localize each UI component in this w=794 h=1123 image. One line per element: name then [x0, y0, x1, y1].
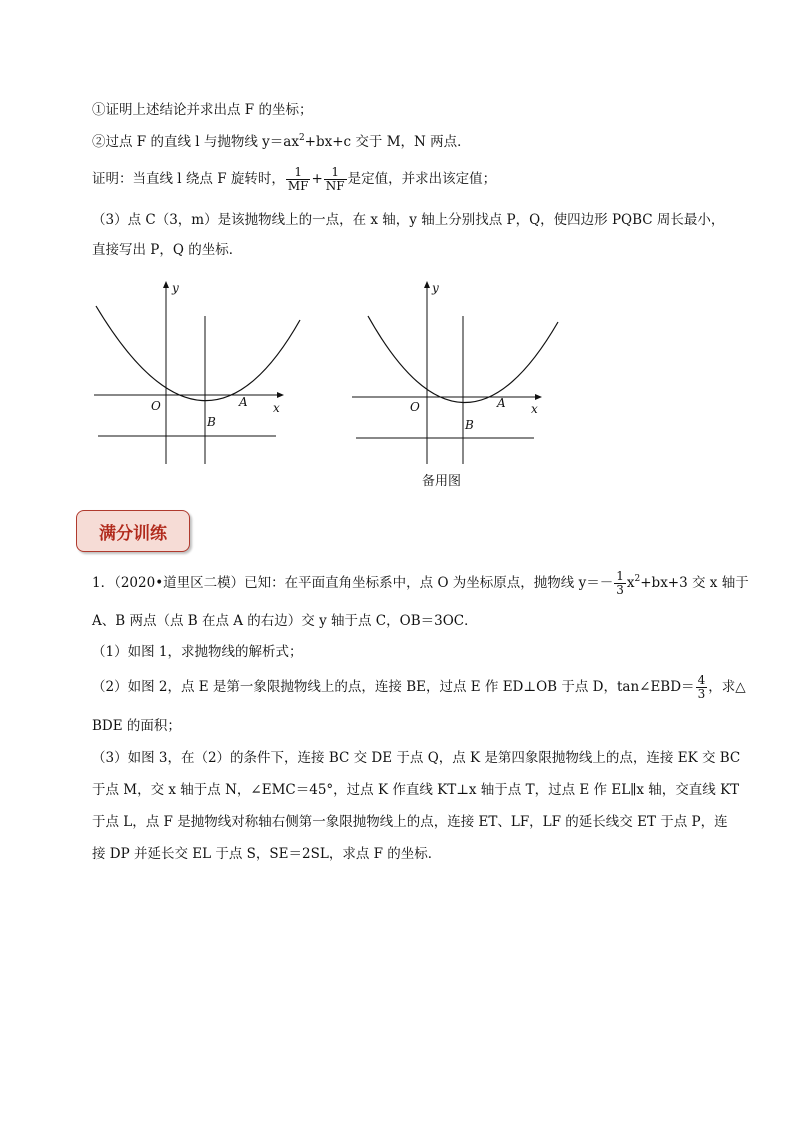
fraction-four-thirds: $\frac{4}{3}$: [697, 673, 706, 701]
exponent: 2: [634, 574, 641, 584]
problem-1-part-2-line-2: BDE 的面积；: [92, 718, 181, 734]
y-axis-label: y: [432, 281, 439, 295]
point-b-label: B: [465, 418, 474, 432]
part-3-line-1: （3）点 C（3，m）是该抛物线上的一点，在 x 轴，y 轴上分别找点 P，Q，使四边形 PQBC 周长最小，: [92, 212, 725, 228]
origin-label: O: [151, 399, 161, 413]
figure-caption: 备用图: [422, 474, 462, 489]
fraction-1-over-mf: $\frac{1}{MF}$: [287, 165, 309, 193]
plus-sign: +: [311, 171, 323, 187]
figure-right: [348, 276, 568, 468]
problem-1-part-2: （2）如图 2，点 E 是第一象限抛物线上的点，连接 BE，过点 E 作 ED⊥OB 于点 D，tan∠EBD＝ $\frac{4}{3}$ ，求△: [92, 673, 746, 701]
section-badge: 满分训练: [76, 510, 190, 552]
fraction-1-over-nf: $\frac{1}{NF}$: [325, 165, 345, 193]
proof-post: 是定值，并求出该定值；: [347, 171, 497, 187]
sub-question-1-text: ①证明上述结论并求出点 F 的坐标；: [92, 102, 313, 118]
fraction-one-third: $\frac{1}{3}$: [616, 569, 624, 597]
point-a-label: A: [497, 396, 506, 410]
problem-1-part-3-line-3: 于点 L，点 F 是抛物线对称轴右侧第一象限抛物线上的点，连接 ET、LF，LF 的延长线交 ET 于点 P，连: [92, 814, 728, 830]
problem-1-part-1: （1）如图 1，求抛物线的解析式；: [92, 644, 303, 660]
problem-1-part-3-line-4: 接 DP 并延长交 EL 于点 S，SE＝2SL，求点 F 的坐标．: [92, 846, 442, 862]
origin-label: O: [410, 400, 420, 414]
problem-1-line-1: 1．（2020•道里区二模）已知：在平面直角坐标系中，点 O 为坐标原点，抛物线 y＝－ $\frac{1}{3}$ $x^2+bx+3$ 交 x 轴于: [92, 569, 749, 597]
sub-question-2-post: +bx+c 交于 M，N 两点．: [304, 134, 471, 150]
point-a-label: A: [239, 395, 248, 409]
part-3-line-2: 直接写出 P，Q 的坐标．: [92, 242, 243, 258]
sub-question-1: [92, 100, 312, 120]
point-b-label: B: [207, 415, 216, 429]
figure-left: [90, 276, 310, 468]
x-axis-label: x: [531, 402, 538, 416]
sub-question-2-pre: ②过点 F 的直线 l 与抛物线 y＝ax: [92, 134, 299, 150]
sub-question-2: [92, 132, 471, 152]
problem-1-part-3-line-1: （3）如图 3，在（2）的条件下，连接 BC 交 DE 于点 Q，点 K 是第四象限抛物线上的点，连接 EK 交 BC: [92, 750, 741, 766]
x-axis-label: x: [273, 401, 280, 415]
proof-pre: 证明：当直线 l 绕点 F 旋转时，: [92, 171, 285, 187]
exponent: 2: [298, 133, 305, 143]
y-axis-label: y: [172, 281, 179, 295]
proof-line: [92, 164, 496, 194]
problem-1-part-3-line-2: 于点 M，交 x 轴于点 N，∠EMC＝45°，过点 K 作直线 KT⊥x 轴于点 T，过点 E 作 EL∥x 轴，交直线 KT: [92, 782, 740, 798]
problem-1-line-2: A、B 两点（点 B 在点 A 的右边）交 y 轴于点 C，OB＝3OC．: [92, 613, 478, 629]
